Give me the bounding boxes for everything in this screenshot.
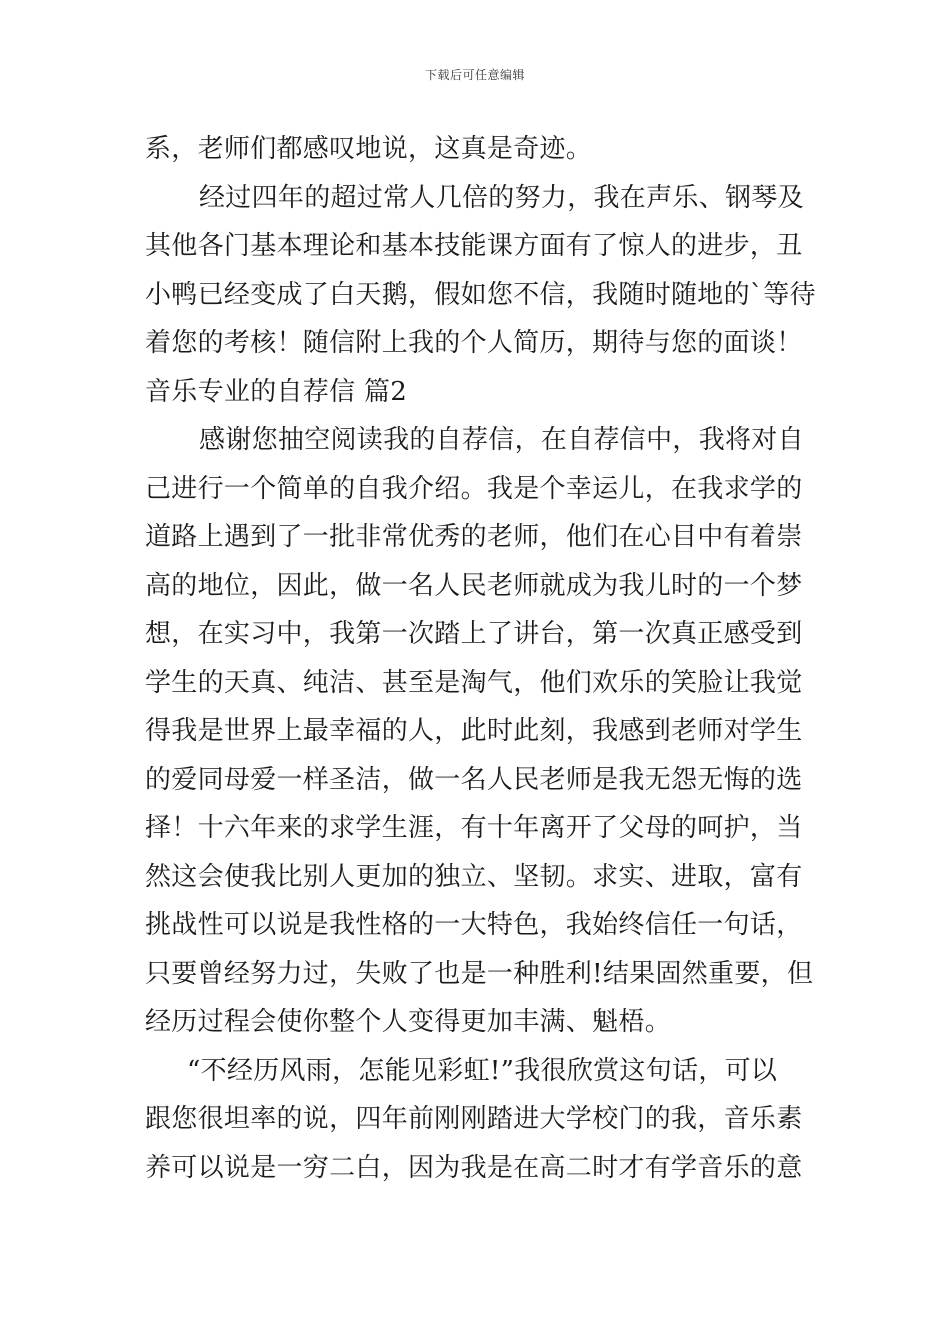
paragraph-first-line: “不经历风雨，怎能见彩虹!”我很欣赏这句话，可以 xyxy=(187,1055,778,1086)
text-line: 经历过程会使你整个人变得更加丰满、魁梧。 xyxy=(145,1007,672,1037)
text-line: 然这会使我比别人更加的独立、坚韧。求实、进取，富有 xyxy=(145,861,803,892)
text-line: 道路上遇到了一批非常优秀的老师，他们在心目中有着崇 xyxy=(145,522,803,552)
text-line: 只要曾经努力过，失败了也是一种胜利!结果固然重要，但 xyxy=(145,958,814,989)
paragraph-first-line: 感谢您抽空阅读我的自荐信，在自荐信中，我将对自 xyxy=(199,425,804,455)
text-line: 的爱同母爱一样圣洁，做一名人民老师是我无怨无悔的选 xyxy=(145,764,803,795)
text-line: 高的地位，因此，做一名人民老师就成为我儿时的一个梦 xyxy=(145,570,803,601)
text-line: 择！十六年来的求学生涯，有十年离开了父母的呵护，当 xyxy=(145,813,803,843)
document-body xyxy=(145,125,816,1192)
text-line: 养可以说是一穷二白，因为我是在高二时才有学音乐的意 xyxy=(145,1152,803,1183)
text-line: 挑战性可以说是我性格的一大特色，我始终信任一句话， xyxy=(145,910,803,940)
text-line: 小鸭已经变成了白天鹅，假如您不信，我随时随地的`等待 xyxy=(145,279,816,310)
section-heading: 音乐专业的自荐信 篇2 xyxy=(145,376,408,407)
text-line: 得我是世界上最幸福的人，此时此刻，我感到老师对学生 xyxy=(145,716,803,746)
text-line: 己进行一个简单的自我介绍。我是个幸运儿，在我求学的 xyxy=(145,473,803,504)
text-line: 着您的考核！随信附上我的个人简历，期待与您的面谈！ xyxy=(145,328,803,358)
paragraph-first-line: 经过四年的超过常人几倍的努力，我在声乐、钢琴及 xyxy=(199,182,804,213)
text-line: 系，老师们都感叹地说，这真是奇迹。 xyxy=(145,134,593,164)
text-line: 学生的天真、纯洁、甚至是淘气，他们欢乐的笑脸让我觉 xyxy=(145,667,803,698)
text-line: 跟您很坦率的说，四年前刚刚踏进大学校门的我，音乐素 xyxy=(145,1104,803,1134)
text-line: 其他各门基本理论和基本技能课方面有了惊人的进步，丑 xyxy=(145,231,803,261)
text-line: 想，在实习中，我第一次踏上了讲台，第一次真正感受到 xyxy=(145,619,803,649)
page-header: 下载后可任意编辑 xyxy=(424,68,525,82)
